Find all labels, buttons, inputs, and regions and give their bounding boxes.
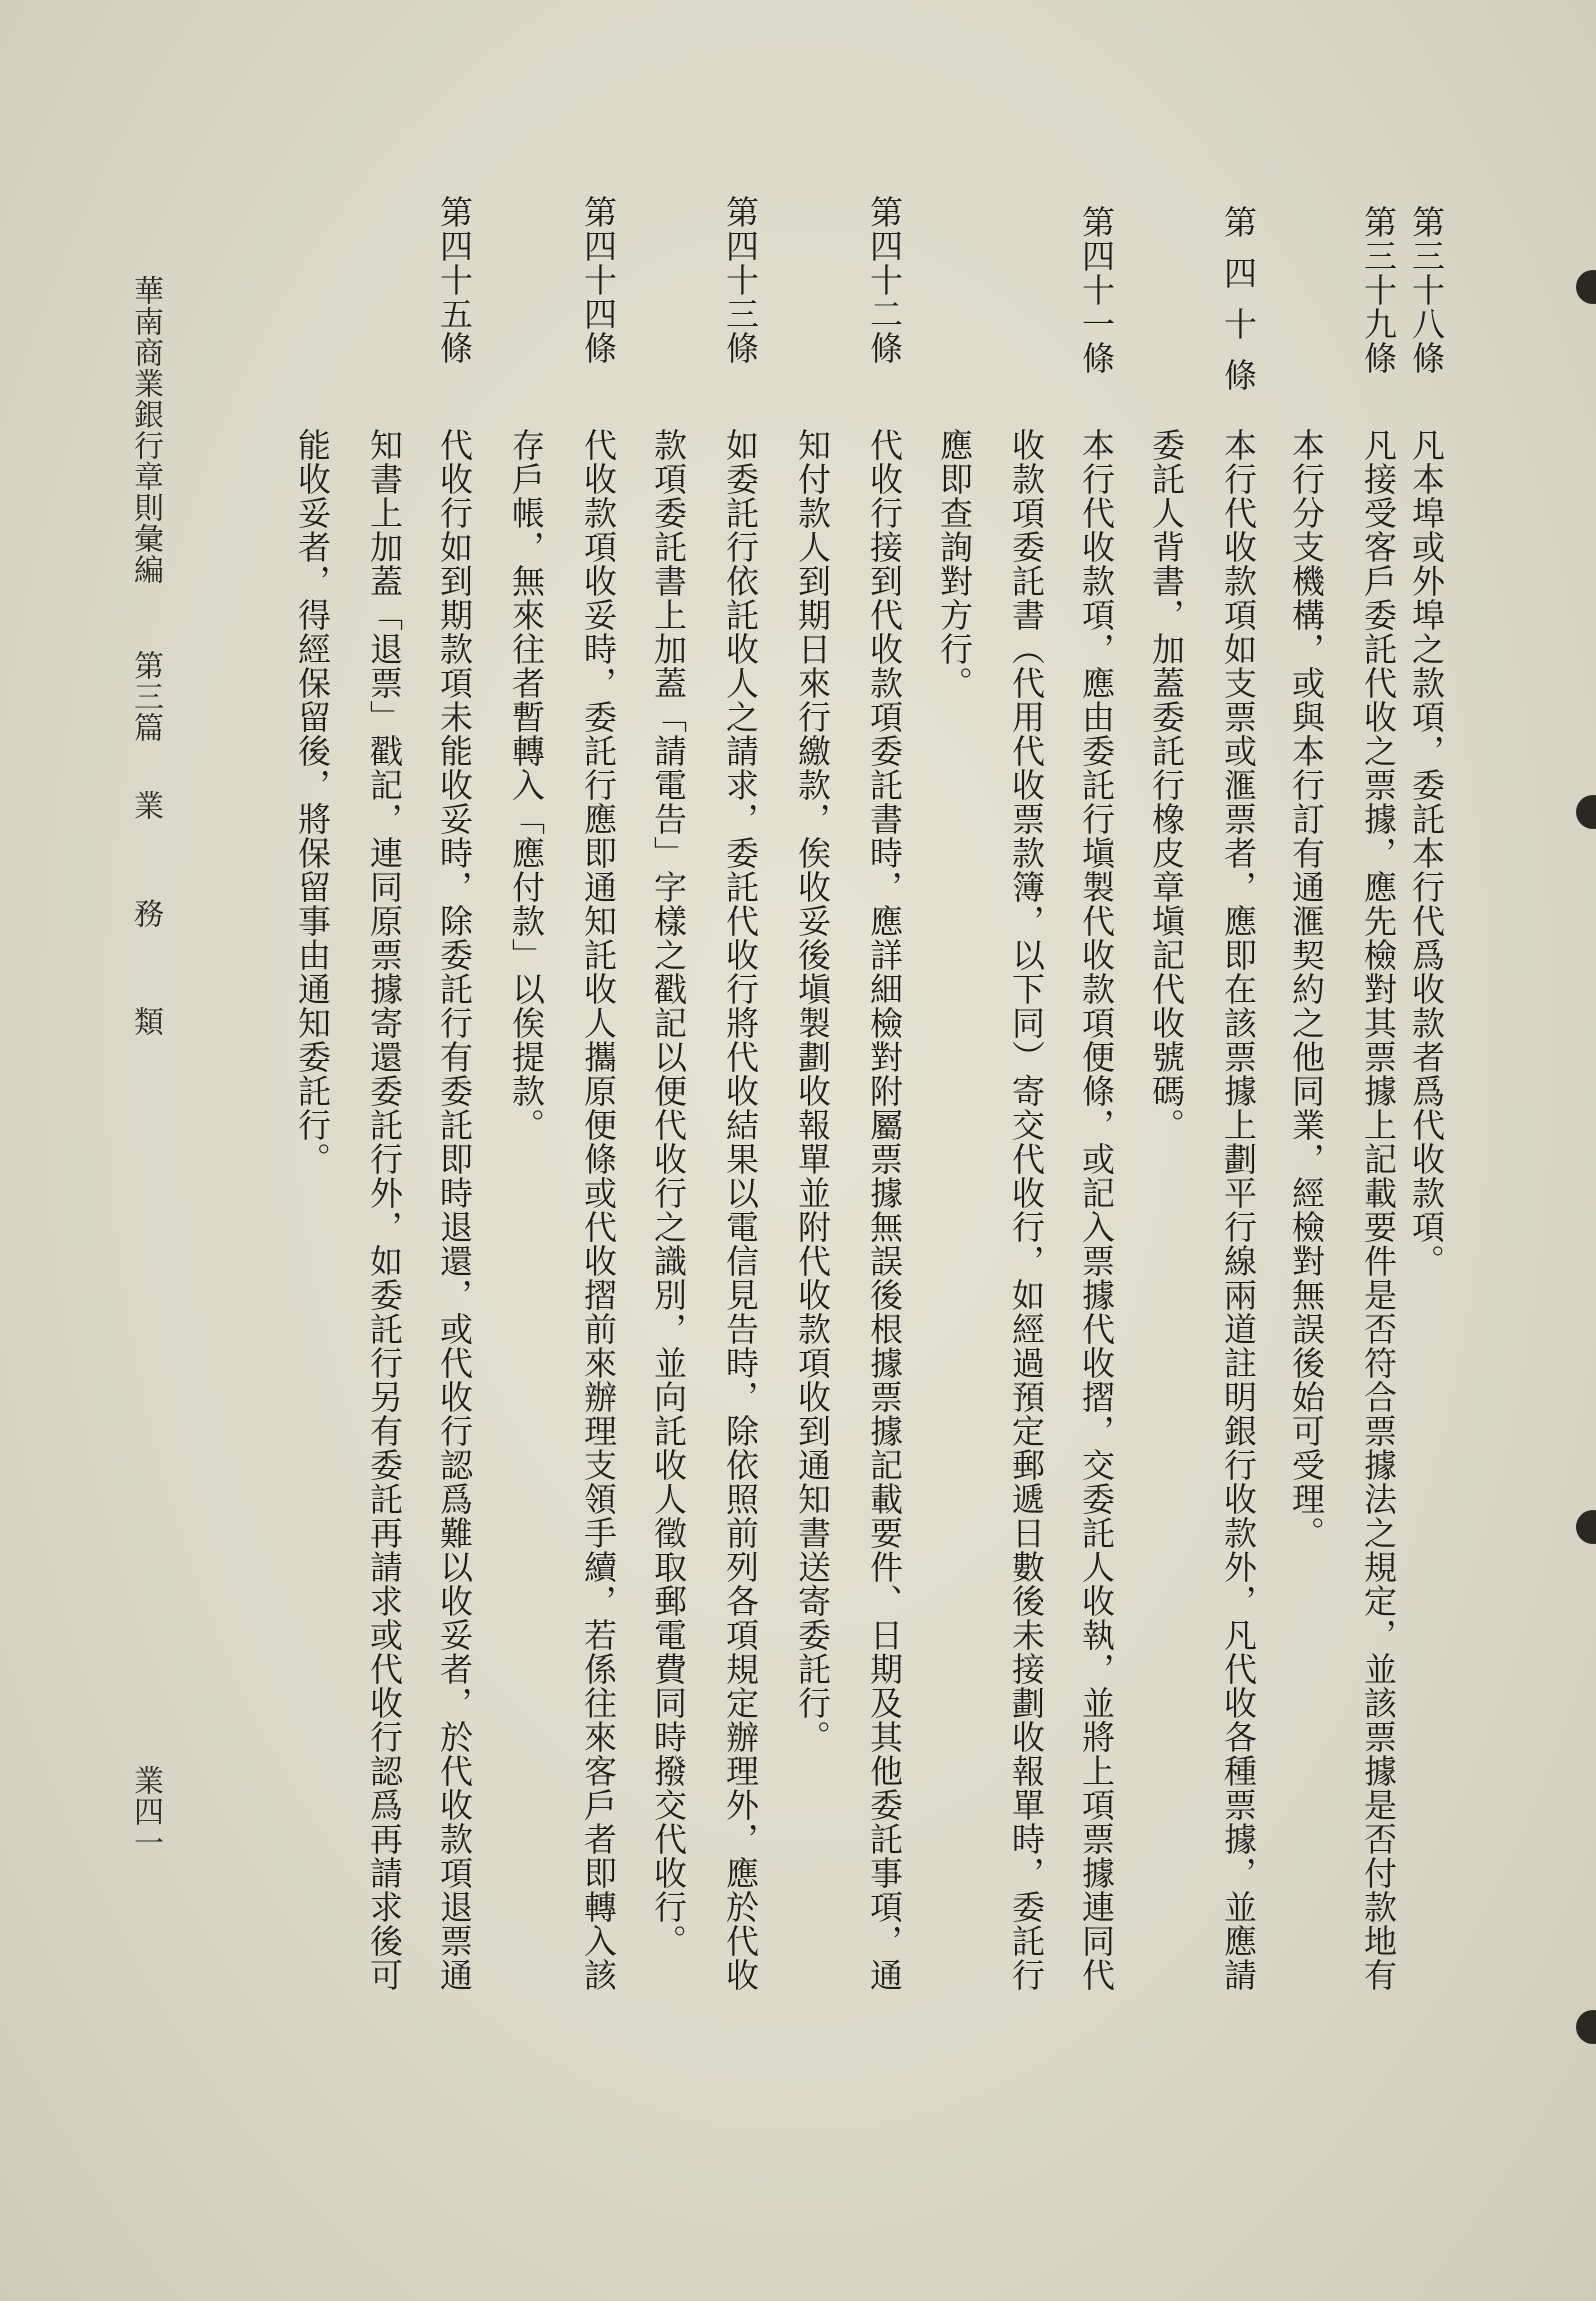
article-41-text-line-2: 收款項委託書（代用代收票款簿，以下同）寄交代收行，如經過預定郵遞日數後未接劃收報單時，委託行 xyxy=(1007,428,1046,1992)
article-41-text-line-3: 應即查詢對方行。 xyxy=(935,428,974,700)
article-42-text-line-2: 知付款人到期日來行繳款，俟收妥後塡製劃收報單並附代收款項收到通知書送寄委託行。 xyxy=(793,428,832,1754)
article-40-text-line-2: 委託人背書，加蓋委託行橡皮章塡記代收號碼。 xyxy=(1147,428,1186,1142)
binding-hole xyxy=(1576,1510,1596,1544)
article-45-label: 第四十五條 xyxy=(435,195,474,365)
article-43-text-line-1: 如委託行依託收人之請求，委託代收行將代收結果以電信見告時，除依照前列各項規定辦理外，應於代收 xyxy=(721,428,760,1992)
binding-hole xyxy=(1576,2010,1596,2044)
article-40-text-line-1: 本行代收款項如支票或滙票者，應即在該票據上劃平行線兩道註明銀行收款外，凡代收各種票據，並應請 xyxy=(1219,428,1258,1992)
article-41-text-line-1: 本行代收款項，應由委託行塡製代收款項便條，或記入票據代收摺，交委託人收執，並將上項票據連同代 xyxy=(1077,428,1116,1992)
article-39-label: 第三十九條 xyxy=(1359,205,1398,375)
article-39-text-line-2: 本行分支機構，或與本行訂有通滙契約之他同業，經檢對無誤後始可受理。 xyxy=(1287,428,1326,1550)
article-45-text-line-3: 能收妥者，得經保留後，將保留事由通知委託行。 xyxy=(293,428,332,1176)
article-45-text-line-1: 代收行如到期款項未能收妥時，除委託行有委託即時退還，或代收行認爲難以收妥者，於代收款項退票通 xyxy=(435,428,474,1992)
article-44-text-line-2: 存戶帳，無來往者暫轉入「應付款」以俟提款。 xyxy=(507,428,546,1142)
article-39-text-line-1: 凡接受客戶委託代收之票據，應先檢對其票據上記載要件是否符合票據法之規定，並該票據是否付款地有 xyxy=(1359,428,1398,1992)
binding-hole xyxy=(1576,795,1596,829)
article-45-text-line-2: 知書上加蓋「退票」戳記，連同原票據寄還委託行外，如委託行另有委託再請求或代收行認爲再請求後可 xyxy=(365,428,404,1992)
article-41-label: 第四十一條 xyxy=(1077,205,1116,375)
article-43-label: 第四十三條 xyxy=(721,195,760,365)
article-40-label: 第四十條 xyxy=(1219,205,1258,409)
category-label: 業 務 類 xyxy=(128,790,163,1060)
page-number: 業四一 xyxy=(128,1765,163,1858)
article-42-label: 第四十二條 xyxy=(865,195,904,365)
part-number: 第三篇 xyxy=(128,650,163,743)
article-42-text-line-1: 代收行接到代收款項委託書時，應詳細檢對附屬票據無誤後根據票據記載要件、日期及其他委託事項，通 xyxy=(865,428,904,1992)
article-38-text-line-1: 凡本埠或外埠之款項，委託本行代爲收款者爲代收款項。 xyxy=(1407,428,1446,1278)
binding-hole xyxy=(1576,270,1596,304)
article-43-text-line-2: 款項委託書上加蓋「請電告」字樣之戳記以便代收行之識別，並向託收人徵取郵電費同時撥交代收行。 xyxy=(649,428,688,1958)
article-38-label: 第三十八條 xyxy=(1407,205,1446,375)
book-title: 華南商業銀行章則彙編 xyxy=(128,275,163,585)
article-44-label: 第四十四條 xyxy=(579,195,618,365)
article-44-text-line-1: 代收款項收妥時，委託行應即通知託收人攜原便條或代收摺前來辦理支領手續，若係往來客戶者即轉入該 xyxy=(579,428,618,1992)
